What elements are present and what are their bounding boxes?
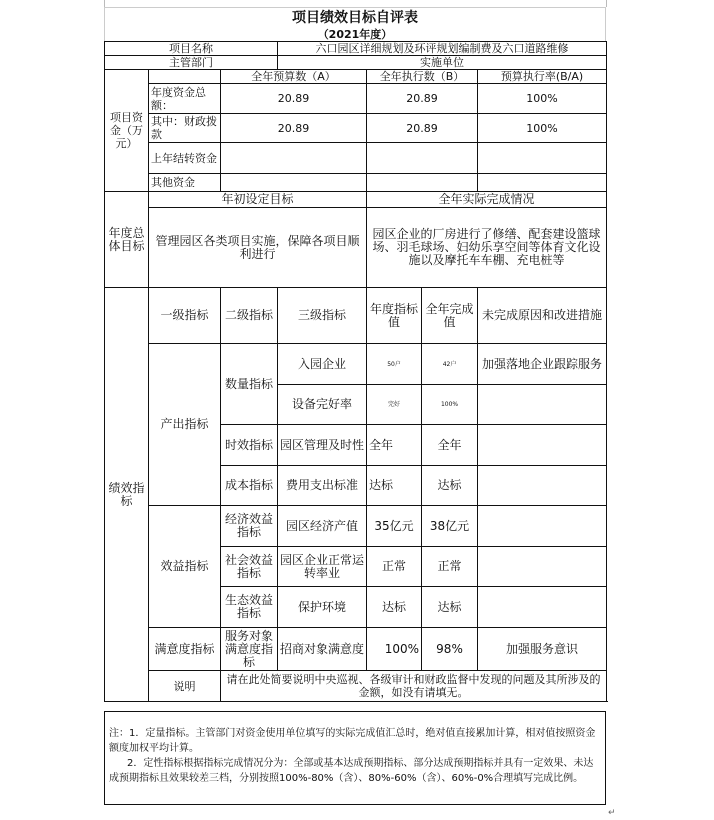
indicator-actual: 100% xyxy=(422,385,478,425)
indicator-row xyxy=(105,344,607,385)
indicator-target: 全年 xyxy=(367,425,422,466)
indicator-reason xyxy=(478,425,607,466)
funds-row xyxy=(105,143,607,174)
indicator-target: 35亿元 xyxy=(367,506,422,547)
unit-label: 实施单位 xyxy=(278,56,607,70)
indicator-reason: 加强服务意识 xyxy=(478,628,607,671)
indicator-reason xyxy=(478,466,607,506)
note-item: 2．定性指标根据指标完成情况分为：全部或基本达成预期指标、部分达成预期指标并具有一定效果、未达成预期指标且效果较差三档，分别按照100%-80%（含）、80%-60%（含）、60%-0%合理填写完成比例。 xyxy=(109,758,594,784)
indicator-reason xyxy=(478,587,607,628)
funds-row-exec: 20.89 xyxy=(367,114,478,143)
ecological-label: 生态效益指标 xyxy=(221,587,278,628)
indicator-name: 设备完好率 xyxy=(278,385,367,425)
indicator-actual: 达标 xyxy=(422,587,478,628)
indicator-name: 费用支出标准 xyxy=(278,466,367,506)
indicator-actual: 38亿元 xyxy=(422,506,478,547)
funds-row xyxy=(105,84,607,114)
goals-content-row xyxy=(105,208,607,288)
project-name-row xyxy=(105,42,607,56)
indicator-target: 50户 xyxy=(367,344,422,385)
indicator-target: 达标 xyxy=(367,587,422,628)
indicator-actual: 42户 xyxy=(422,344,478,385)
funds-row-label: 其他资金 xyxy=(149,174,221,192)
indicator-reason xyxy=(478,506,607,547)
funds-row-rate: 100% xyxy=(478,114,607,143)
indicator-name: 招商对象满意度 xyxy=(278,628,367,671)
funds-row-label: 年度资金总额： xyxy=(149,84,221,114)
funds-row-label: 上年结转资金 xyxy=(149,143,221,174)
indicator-reason xyxy=(478,385,607,425)
indicator-row xyxy=(105,628,607,671)
explanation-label: 说明 xyxy=(149,671,221,702)
funds-row-budget xyxy=(221,174,367,192)
indicator-name: 保护环境 xyxy=(278,587,367,628)
header-level3: 三级指标 xyxy=(278,288,367,344)
end-mark: ↵ xyxy=(608,808,616,818)
header-actual: 全年完成值 xyxy=(422,288,478,344)
column-tick xyxy=(606,0,607,7)
evaluation-form xyxy=(104,7,606,702)
indicator-actual: 正常 xyxy=(422,547,478,587)
indicator-reason: 加强落地企业跟踪服务 xyxy=(478,344,607,385)
indicator-name: 园区经济产值 xyxy=(278,506,367,547)
cost-label: 成本指标 xyxy=(221,466,278,506)
explanation-text: 请在此处简要说明中央巡视、各级审计和财政监督中发现的问题及其所涉及的金额，如没有请填无。 xyxy=(221,671,607,702)
goals-col-initial: 年初设定目标 xyxy=(149,192,367,208)
funds-header-blank xyxy=(149,70,221,84)
indicator-target: 达标 xyxy=(367,466,422,506)
evaluation-table xyxy=(104,41,607,702)
indicator-name: 入园企业 xyxy=(278,344,367,385)
goals-group-label: 年度总体目标 xyxy=(105,192,149,288)
funds-row-exec: 20.89 xyxy=(367,84,478,114)
timeliness-label: 时效指标 xyxy=(221,425,278,466)
funds-row xyxy=(105,114,607,143)
funds-row-budget: 20.89 xyxy=(221,84,367,114)
funds-row-rate xyxy=(478,143,607,174)
funds-row-label: 其中：财政拨款 xyxy=(149,114,221,143)
header-target: 年度指标值 xyxy=(367,288,422,344)
explanation-row xyxy=(105,671,607,702)
performance-header-row xyxy=(105,288,607,344)
funds-row-exec xyxy=(367,174,478,192)
goals-col-actual: 全年实际完成情况 xyxy=(367,192,607,208)
project-name-label: 项目名称 xyxy=(105,42,278,56)
funds-row-budget: 20.89 xyxy=(221,114,367,143)
indicator-row xyxy=(105,506,607,547)
form-title: 项目绩效目标自评表 xyxy=(104,7,606,28)
project-name-value: 六口园区详细规划及环评规划编制费及六口道路维修 xyxy=(278,42,607,56)
indicator-name: 园区企业正常运转率业 xyxy=(278,547,367,587)
funds-group-label: 项目资金（万元） xyxy=(105,70,149,192)
funds-col-rate: 预算执行率(B/A) xyxy=(478,70,607,84)
funds-row-rate xyxy=(478,174,607,192)
funds-row-budget xyxy=(221,143,367,174)
funds-row xyxy=(105,174,607,192)
dept-label: 主管部门 xyxy=(105,56,278,70)
funds-col-exec: 全年执行数（B） xyxy=(367,70,478,84)
satisfaction-label: 满意度指标 xyxy=(149,628,221,671)
header-reason: 未完成原因和改进措施 xyxy=(478,288,607,344)
output-label: 产出指标 xyxy=(149,344,221,506)
performance-group-label: 绩效指标 xyxy=(105,288,149,702)
funds-row-rate: 100% xyxy=(478,84,607,114)
header-level1: 一级指标 xyxy=(149,288,221,344)
goals-initial-text: 管理园区各类项目实施，保障各项目顺利进行 xyxy=(149,208,367,288)
indicator-reason xyxy=(478,547,607,587)
funds-col-budget: 全年预算数（A） xyxy=(221,70,367,84)
form-subtitle: （2021年度） xyxy=(104,28,606,41)
funds-header-row xyxy=(105,70,607,84)
goals-actual-text: 园区企业的厂房进行了修缮、配套建设篮球场、羽毛球场、妇幼乐享空间等体育文化设施以及摩托车车棚、充电桩等 xyxy=(367,208,607,288)
quantity-label: 数量指标 xyxy=(221,344,278,425)
goals-header-row xyxy=(105,192,607,208)
indicator-target: 正常 xyxy=(367,547,422,587)
header-level2: 二级指标 xyxy=(221,288,278,344)
indicator-actual: 达标 xyxy=(422,466,478,506)
service-label: 服务对象满意度指标 xyxy=(221,628,278,671)
benefit-label: 效益指标 xyxy=(149,506,221,628)
note-item: 注：1．定量指标。主管部门对资金使用单位填写的实际完成值汇总时，绝对值直接累加计算，相对值按照资金额度加权平均计算。 xyxy=(109,728,596,754)
funds-row-exec xyxy=(367,143,478,174)
dept-row xyxy=(105,56,607,70)
notes-block xyxy=(104,711,606,805)
indicator-target: 完好 xyxy=(367,385,422,425)
social-label: 社会效益指标 xyxy=(221,547,278,587)
indicator-actual: 98% xyxy=(422,628,478,671)
economic-label: 经济效益指标 xyxy=(221,506,278,547)
column-tick xyxy=(104,0,105,7)
indicator-actual: 全年 xyxy=(422,425,478,466)
indicator-target: 100% xyxy=(367,628,422,671)
indicator-name: 园区管理及时性 xyxy=(278,425,367,466)
